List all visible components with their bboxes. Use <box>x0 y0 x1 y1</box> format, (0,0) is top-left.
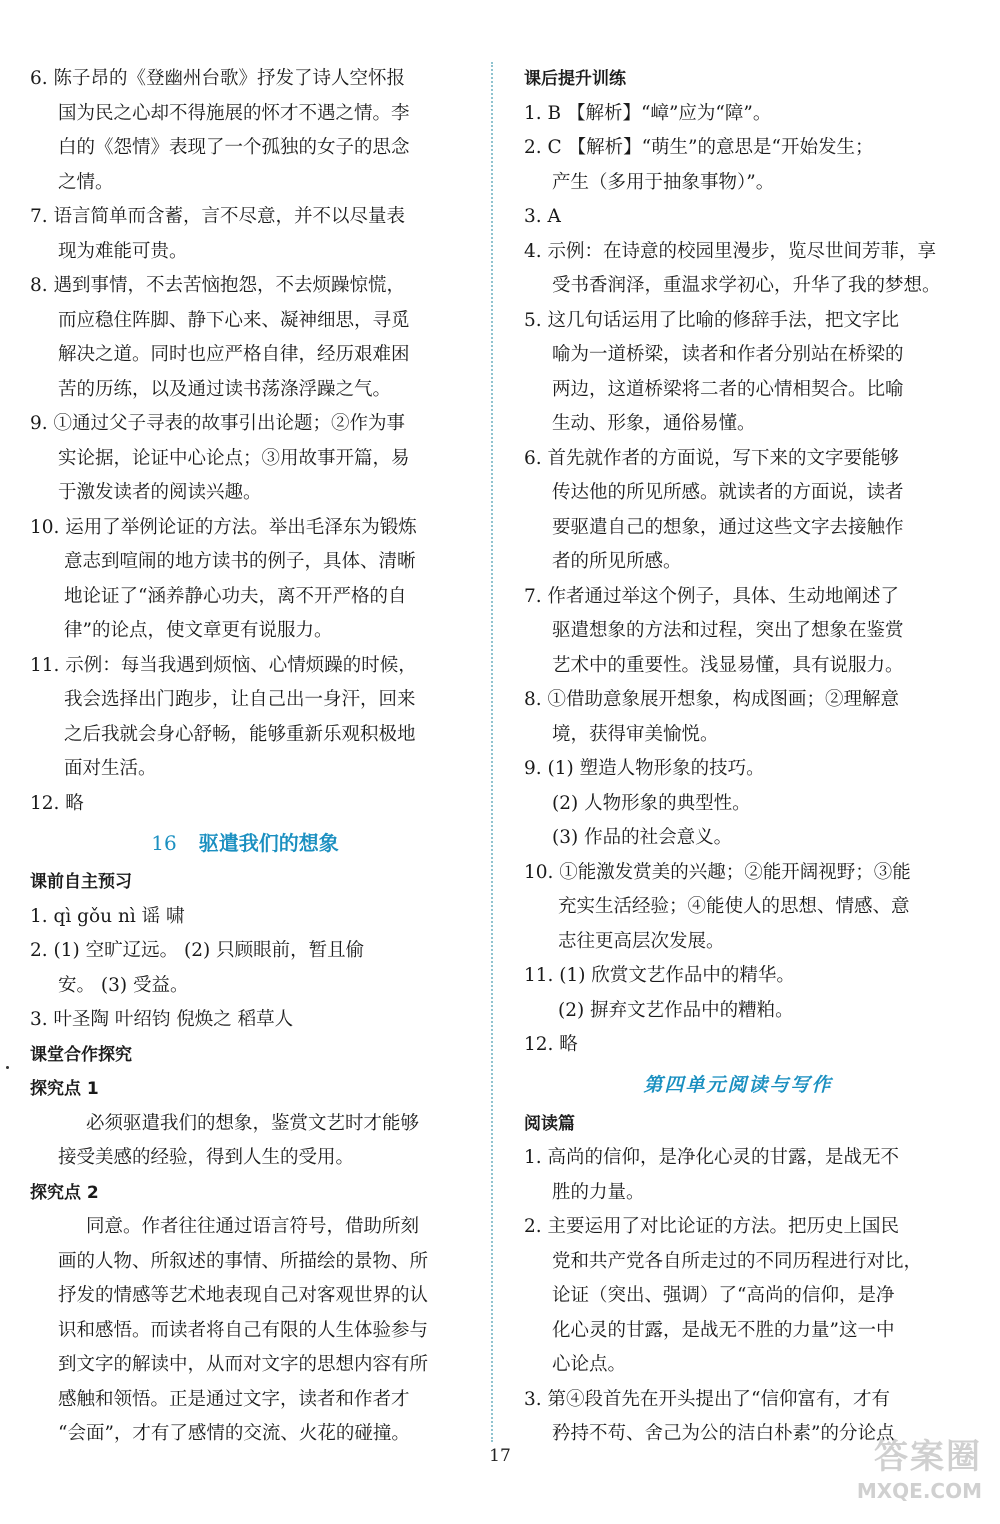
text-line: 实论据，论证中心论点；③用故事开篇，易 <box>58 447 410 469</box>
watermark-line1: 答案圈 <box>874 1437 982 1477</box>
text-line: 之情。 <box>58 171 114 193</box>
text-line: 探究点 2 <box>30 1182 99 1203</box>
stray-dot <box>6 1066 9 1069</box>
text-line: 识和感悟。而读者将自己有限的人生体验参与 <box>58 1319 429 1341</box>
text-line: 要驱遣自己的想象，通过这些文字去接触作 <box>552 516 904 538</box>
text-line: 9. ①通过父子寻表的故事引出论题；②作为事 <box>30 413 406 434</box>
text-line: “会面”，才有了感情的交流、火花的碰撞。 <box>58 1423 410 1444</box>
right-column <box>524 62 952 1452</box>
text-line: 5. 这几句话运用了比喻的修辞手法，把文字比 <box>524 309 900 331</box>
text-line: 现为难能可贵。 <box>58 240 188 262</box>
text-line: 1. 高尚的信仰，是净化心灵的甘露，是战无不 <box>524 1147 900 1168</box>
text-line: 受书香润泽，重温求学初心，升华了我的梦想。 <box>552 275 941 296</box>
page-number: 17 <box>489 1446 511 1466</box>
text-line: 阅读篇 <box>524 1113 575 1134</box>
text-line: 产生（多用于抽象事物）”。 <box>552 171 775 193</box>
text-line: 于激发读者的阅读兴趣。 <box>58 482 262 503</box>
text-line: 11. (1) 欣赏文艺作品中的精华。 <box>524 965 795 986</box>
text-line: 12. 略 <box>524 1034 578 1055</box>
left-column <box>30 62 460 1452</box>
watermark-line2: MXQE.COM <box>856 1479 982 1503</box>
text-line: 8. 遇到事情，不去苦恼抱怨，不去烦躁惊慌， <box>30 275 406 296</box>
text-line: 2. (1) 空旷辽远。 (2) 只顾眼前，暂且偷 <box>30 940 365 961</box>
text-line: 地论证了“涵养静心功夫，离不开严格的自 <box>64 585 407 607</box>
text-line: 国为民之心却不得施展的怀才不遇之情。李 <box>58 102 410 124</box>
text-line: 志往更高层次发展。 <box>558 930 725 952</box>
text-line: (2) 摒弃文艺作品中的糟粕。 <box>558 999 794 1021</box>
text-line: 画的人物、所叙述的事情、所描绘的景物、所 <box>58 1250 429 1272</box>
text-line: 安。 (3) 受益。 <box>58 974 189 996</box>
text-line: 感触和领悟。正是通过文字，读者和作者才 <box>58 1388 410 1410</box>
text-line: (2) 人物形象的典型性。 <box>552 792 751 814</box>
text-line: (3) 作品的社会意义。 <box>552 827 733 848</box>
lesson-title <box>30 821 460 865</box>
text-line: 律”的论点，使文章更有说服力。 <box>64 620 333 641</box>
text-line: 两边，这道桥梁将二者的心情相契合。比喻 <box>552 378 904 400</box>
text-line: 者的所见所感。 <box>552 551 682 572</box>
text-line: 6. 陈子昂的《登幽州台歌》抒发了诗人空怀报 <box>30 68 406 89</box>
text-line: 境，获得审美愉悦。 <box>552 723 719 745</box>
text-line: 7. 语言简单而含蓄，言不尽意，并不以尽量表 <box>30 206 406 227</box>
text-line: 心论点。 <box>552 1354 627 1375</box>
text-line: 接受美感的经验，得到人生的受用。 <box>58 1147 355 1168</box>
text-line: 4. 示例：在诗意的校园里漫步，览尽世间芳菲，享 <box>524 240 937 262</box>
text-line: 7. 作者通过举这个例子，具体、生动地阐述了 <box>524 585 900 607</box>
text-line: 论证（突出、强调）了“高尚的信仰，是净 <box>552 1285 895 1306</box>
text-line: 2. 主要运用了对比论证的方法。把历史上国民 <box>524 1216 900 1237</box>
unit-title: 第四单元阅读与写作 <box>643 1073 833 1096</box>
text-line: 传达他的所见所感。就读者的方面说，读者 <box>552 482 904 503</box>
text-line: 3. 叶圣陶 叶绍钧 倪焕之 稻草人 <box>30 1009 294 1030</box>
text-line: 3. 第④段首先在开头提出了“信仰富有，才有 <box>524 1388 890 1410</box>
text-line: 到文字的解读中，从而对文字的思想内容有所 <box>58 1354 429 1375</box>
lesson-number: 16 <box>151 831 177 855</box>
left-answers-15 <box>30 62 460 821</box>
text-line: 10. ①能激发赏美的兴趣；②能开阔视野；③能 <box>524 861 911 883</box>
text-line: 矜持不苟、舍己为公的洁白朴素”的分论点 <box>552 1423 895 1444</box>
text-line: 艺术中的重要性。浅显易懂，具有说服力。 <box>552 654 904 676</box>
text-line: 课后提升训练 <box>524 69 626 89</box>
text-line: 3. A <box>524 206 561 227</box>
text-line: 10. 运用了举例论证的方法。举出毛泽东为锻炼 <box>30 516 417 538</box>
column-divider <box>491 62 493 1442</box>
text-line: 面对生活。 <box>64 758 157 779</box>
text-line: 我会选择出门跑步，让自己出一身汗，回来 <box>64 689 416 710</box>
right-answers-16 <box>524 62 952 1063</box>
text-line: 抒发的情感等艺术地表现自己对客观世界的认 <box>58 1285 429 1306</box>
watermark-logo <box>782 1436 982 1516</box>
text-line: 1. qì gǒu nì 谣 啸 <box>30 905 185 927</box>
text-line: 6. 首先就作者的方面说，写下来的文字要能够 <box>524 447 900 469</box>
text-line: 课堂合作探究 <box>30 1044 132 1065</box>
text-line: 生动、形象，通俗易懂。 <box>552 413 756 434</box>
text-line: 同意。作者往往通过语言符号，借助所刻 <box>86 1216 420 1237</box>
text-line: 而应稳住阵脚、静下心来、凝神细思，寻觅 <box>58 309 410 331</box>
text-line: 胜的力量。 <box>552 1181 645 1203</box>
text-line: 解决之道。同时也应严格自律，经历艰难困 <box>58 344 410 365</box>
text-line: 意志到喧闹的地方读书的例子，具体、清晰 <box>64 551 416 572</box>
text-line: 1. B 【解析】“嶂”应为“障”。 <box>524 102 772 124</box>
text-line: 喻为一道桥梁，读者和作者分别站在桥梁的 <box>552 344 904 365</box>
text-line: 2. C 【解析】“萌生”的意思是“开始发生； <box>524 137 874 158</box>
text-line: 驱遣想象的方法和过程，突出了想象在鉴赏 <box>552 620 904 641</box>
text-line: 白的《怨情》表现了一个孤独的女子的思念 <box>58 137 410 158</box>
text-line: 8. ①借助意象展开想象，构成图画；②理解意 <box>524 689 900 710</box>
text-line: 党和共产党各自所走过的不同历程进行对比， <box>552 1250 923 1272</box>
text-line: 充实生活经验；④能使人的思想、情感、意 <box>558 896 910 917</box>
right-answers-unit4 <box>524 1107 952 1452</box>
text-line: 探究点 1 <box>30 1079 99 1099</box>
text-line: 9. (1) 塑造人物形象的技巧。 <box>524 758 765 779</box>
left-answers-16 <box>30 865 460 1452</box>
lesson-name: 驱遣我们的想象 <box>198 831 339 855</box>
text-line: 课前自主预习 <box>30 872 132 892</box>
text-line: 苦的历练，以及通过读书荡涤浮躁之气。 <box>58 378 392 400</box>
text-line: 11. 示例：每当我遇到烦恼、心情烦躁的时候， <box>30 654 417 676</box>
text-line: 化心灵的甘露，是战无不胜的力量”这一中 <box>552 1319 895 1341</box>
text-line: 必须驱遣我们的想象，鉴赏文艺时才能够 <box>86 1112 420 1134</box>
text-line: 之后我就会身心舒畅，能够重新乐观积极地 <box>64 723 416 745</box>
text-line: 12. 略 <box>30 792 84 814</box>
